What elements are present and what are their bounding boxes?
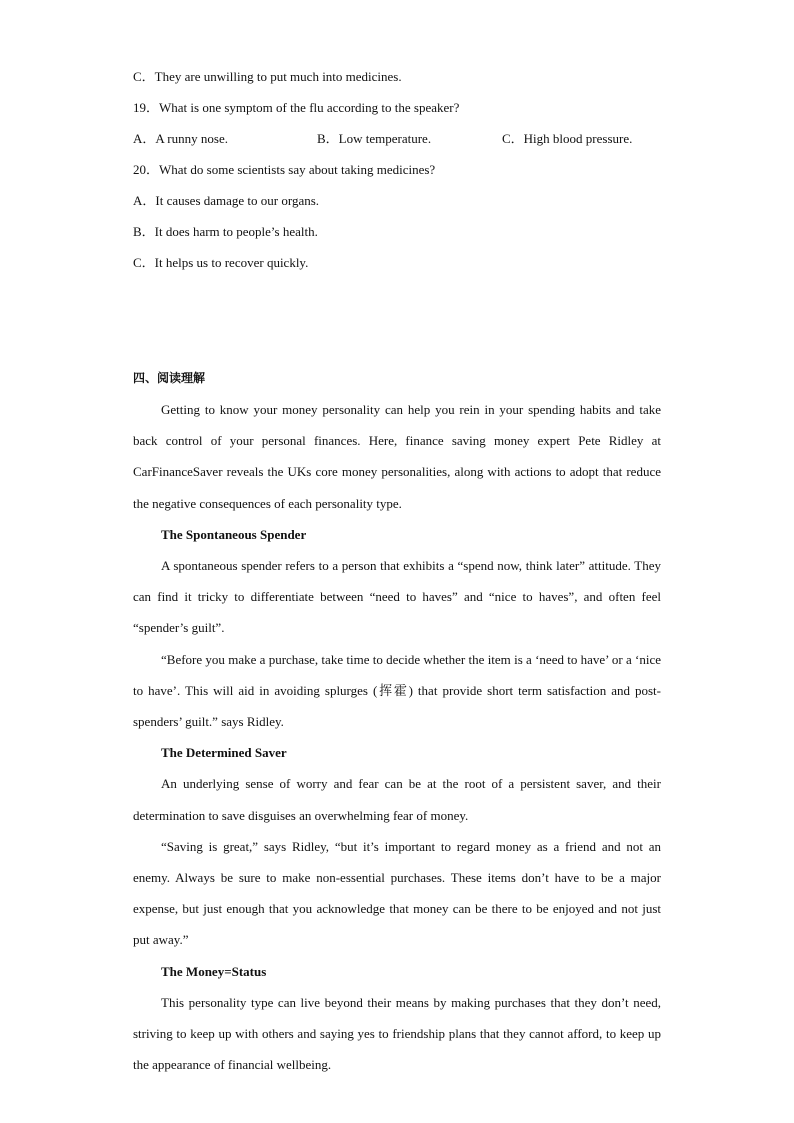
- q19-stem: 19．What is one symptom of the flu according to the speaker?: [133, 100, 460, 115]
- heading-money-status: The Money=Status: [161, 963, 267, 979]
- q20-stem: 20．What do some scientists say about taking medicines?: [133, 162, 436, 177]
- q19-option-b: B．Low temperature.: [317, 131, 432, 146]
- section-title: 四、阅读理解: [133, 371, 206, 385]
- q18-option-c: C．They are unwilling to put much into medicines.: [133, 69, 402, 84]
- paragraph-status-1: This personality type can live beyond their means by making purchases that they don’t need, striving to keep up with others and saying yes to friendship plans that they cannot afford, to keep up the appearance of financial wellbeing.: [133, 994, 661, 1073]
- q20-option-b: B．It does harm to people’s health.: [133, 224, 318, 239]
- paragraph-saver-1: An underlying sense of worry and fear can be at the root of a persistent saver, and their determination to save disguises an overwhelming fear of money.: [133, 776, 661, 823]
- paragraph-saver-2: “Saving is great,” says Ridley, “but it’s important to regard money as a friend and not an enemy. Always be sure to make non-essential purchases. These items don’t have to be a major expense, but just enough that you acknowledge that money can be there to be enjoyed and not just put away.”: [133, 838, 661, 948]
- heading-determined-saver: The Determined Saver: [161, 745, 287, 761]
- intro-paragraph: Getting to know your money personality can help you rein in your spending habits and take back control of your personal finances. Here, finance saving money expert Pete Ridley at CarFinanceSaver reveals the UKs core money personalities, along with actions to adopt that reduce the negative consequences of each personality type.: [133, 402, 661, 511]
- q20-option-a: A．It causes damage to our organs.: [133, 193, 320, 208]
- paragraph-spender-1: A spontaneous spender refers to a person that exhibits a “spend now, think later” attitude. They can find it tricky to differentiate between “need to haves” and “nice to haves”, and often feel “spender’s guilt”.: [133, 558, 661, 636]
- heading-spontaneous-spender: The Spontaneous Spender: [161, 526, 307, 542]
- paragraph-spender-2: “Before you make a purchase, take time to decide whether the item is a ‘need to have’ or a ‘nice to have’. This will aid in avoiding splurges (挥霍) that provide short term satisfaction and post-spenders’ guilt.” says Ridley.: [133, 651, 661, 730]
- q19-option-c: C．High blood pressure.: [502, 131, 633, 146]
- page-content: [133, 61, 661, 1080]
- q19-options: [133, 123, 661, 154]
- q20-option-c: C．It helps us to recover quickly.: [133, 255, 309, 270]
- spacer: [133, 278, 661, 340]
- q19-option-a: A．A runny nose.: [133, 131, 228, 146]
